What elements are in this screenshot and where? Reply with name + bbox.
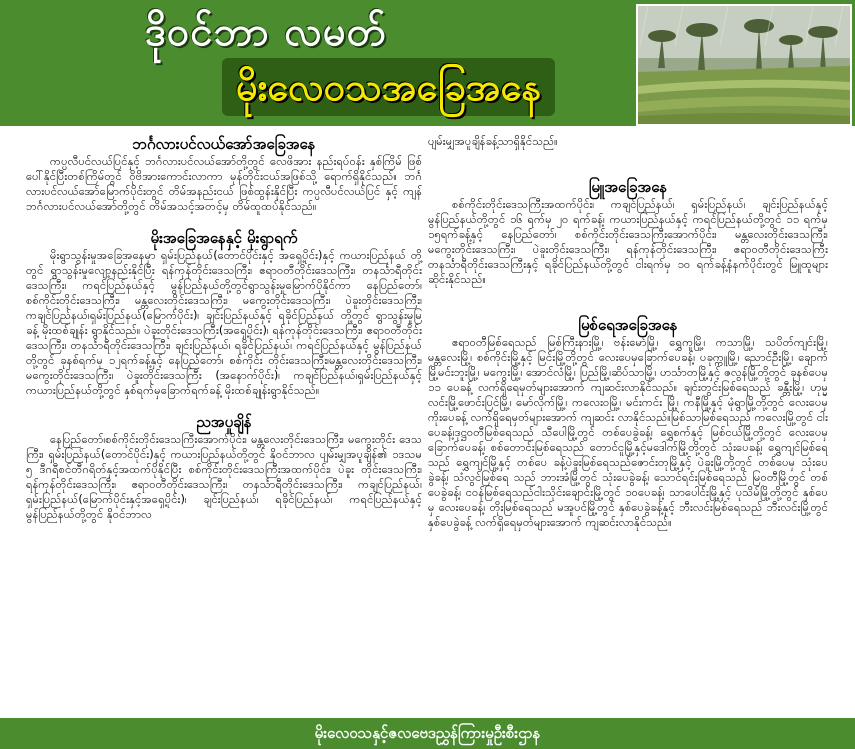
section-body-fog: စစ်ကိုင်းတိုင်းဒေသကြီးအထက်ပိုင်း၊ ကချင်ပြည်နယ်၊ ရှမ်းပြည်နယ်၊ ချင်းပြည်နယ်နှင့် မွန်ပြည်နယ်တို့တွင် ၁၆ ရက်မှ ၂၀ ရက်ခန့်၊ ကယားပြည်နယ်နှင့် ကရင်ပြည်နယ်တို့တွင် ၁၁ ရက်မှ ၁၅ရက်ခန့်နှင့် နေပြည်တော်၊ စစ်ကိုင်းတိုင်းဒေသကြီးအောက်ပိုင်း၊ မန္တလေးတိုင်းဒေသကြီး၊ မကွေးတိုင်းဒေသကြီး၊ ပဲခူးတိုင်းဒေသကြီး၊ ရန်ကုန်တိုင်းဒေသကြီး၊ ဧရာဝတီတိုင်းဒေသကြီး တနင်္သာရီတိုင်းဒေသကြီးနှင့် ရခိုင်ပြည်နယ်တို့တွင် ငါးရက်မှ ၁၀ ရက်ခန့်နံနက်ပိုင်းတွင် မြူထူများ ဆိုင်းနိုင်သည်။ bbox=[428, 197, 828, 286]
masthead-title-weather: မိုးလေဝသအခြေအနေ bbox=[236, 65, 541, 109]
section-heading-night-temperature: ညအပူချိန် bbox=[196, 413, 252, 431]
section-body-river-levels: ဧရာဝတီမြစ်ရေသည် မြစ်ကြီးနားမြို့၊ ဗန်းမော်မြို့၊ ရွှေကူမြို့၊ ကသာမြို့၊ သပိတ်ကျင်းမြို့၊ မန္တလေးမြို့၊ စစ်ကိုင်းမြို့နှင့် မြင်းမြို့တို့တွင် လေးပေမှခြောက်ပေခန့်၊ ပခုက္ကူမြို့၊ ညောင်ဦးမြို့၊ ချောက်မြို့မင်းဘူးမြို့၊ မကွေးမြို့၊ အောင်လံမြို့၊ ပြည်မြို့၊ဆိပ်သာမြို့၊ ဟင်္သာတမြို့နှင့် ဇလွန်မြို့တို့တွင် ခုနစ်ပေမှ ၁၁ ပေခန့် လက်ရှိရေမှတ်များအောက် ကျဆင်းလာနိုင်သည်။ ချင်းတွင်းမြစ်ရေသည် ခန္တီးမြို့၊ ဟုမ္မလင်းမြို့ဖောင်းပြင်မြို့၊ မော်လိုက်မြို့၊ ကလေးဝမြို့၊ မင်းကင်း မြို့၊ ကနီမြို့နှင့် မုံရွာမြို့တို့တွင် လေးပေမှ ကိုးပေခန့် လက်ရှိရေမှတ်များအောက် ကျဆင်း လာနိုင်သည်။မြစ်သာမြစ်ရေသည် ကလေးမြို့တွင် ငါးပေခန့်၊ဒုဋ္ဌဝတီမြစ်ရေသည် သီပေါမြို့တွင် တစ်ပေခွဲခန့်၊ ရွှေစက်နှင့် မြစ်ငယ်မြို့တို့တွင် လေးပေမှ ခြောက်ပေခန့်၊ စစ်တောင်းမြစ်ရေသည် တောင်ငူမြို့နှင့်မဒေါက်မြို့တို့တွင် သုံးပေခန့်၊ ရွှေကျင်မြစ်ရေသည် ရွှေကျင်မြို့နှင့် တစ်ပေ ခန့်ပဲခူးမြစ်ရေသည်ဇောင်းတုမြို့နှင့် ပဲခူးမြို့တို့တွင် တစ်ပေမှ သုံးပေခွဲခန့်၊ သံလွင်မြစ်ရေ သည် ဘားအံမြို့တွင် သုံးပေခွဲခန့်၊ သောင်ရင်းမြစ်ရေသည် မြဝတီမြို့တွင် တစ်ပေခွဲခန့်၊ ငဝန်မြစ်ရေသည်ငါးသိုင်းချောင်းမြို့တွင် ၁၀ပေခန့်၊ သာပေါင်းမြို့နှင့် ပုသိမ်မြို့တို့တွင် နှစ်ပေမှ လေးပေခန့်၊ တိုးမြစ်ရေသည် မအူပင်မြို့တွင် နှစ်ပေခွဲခန့်နှင့် ဘီးလင်းမြစ်ရေသည် ဘီးလင်းမြို့တွင်နှစ်ပေခွဲခန့် လက်ရှိရေမှတ်များအောက် ကျဆင်းလာနိုင်သည်။ bbox=[428, 335, 828, 529]
footer-department-name: မိုးလေဝသနှင့်ဇလဗေဒညွှန်ကြားမှုဦးစီးဌာန bbox=[314, 724, 541, 742]
section-heading-rainfall: မိုးအခြေအနေနှင့် မိုးရွာရက် bbox=[150, 229, 298, 247]
masthead bbox=[0, 0, 855, 126]
section-body-rainfall: မိုးရွာသွန်းမှုအခြေအနေမှာ ရှမ်းပြည်နယ်(တောင်ပိုင်းနှင့် အရှေ့ပိုင်း)နှင့် ကယားပြည်နယ် တို့တွင် ရွာသွန်းမှုလျော့နည်းနိုင်ပြီး ရန်ကုန်တိုင်းဒေသကြီး၊ ဧရာဝတီတိုင်းဒေသကြီး၊ တနင်္သာရီတိုင်းဒေသကြီး၊ ကရင်ပြည်နယ်နှင့် မွန်ပြည်နယ်တို့တွင်ရွာသွန်းမှုမြောက်ပိုနိုင်ကာ နေပြည်တော်၊ စစ်ကိုင်းတိုင်းဒေသကြီး၊ မန္တလေးတိုင်းဒေသကြီး၊ မကွေးတိုင်းဒေသကြီး၊ ပဲခူးတိုင်းဒေသကြီး၊ ကချင်ပြည်နယ်၊ရှမ်းပြည်နယ်(မြောက်ပိုင်း)၊ ချင်းပြည်နယ်နှင့် ရခိုင်ပြည်နယ် တို့တွင် ရွာသွန်းမှုမြခန့် မိုးထစ်ချုန်း ရွာနိုင်သည်။ ပဲခူးတိုင်းဒေသကြီး(အရှေ့ပိုင်း)၊ ရန်ကုန်တိုင်းဒေသကြီး၊ ဧရာဝတီတိုင်းဒေသကြီး၊ တနင်္သာရီတိုင်းဒေသကြီး၊ ချင်းပြည်နယ်၊ ရခိုင်ပြည်နယ်၊ ကရင်ပြည်နယ်နှင့် မွန်ပြည်နယ်တို့တွင် ခုနစ်ရက်မှ ၁၂ရက်ခန့်နှင့် နေပြည်တော်၊ စစ်ကိုင်း တိုင်းဒေသကြီး၊မန္တလေးတိုင်းဒေသကြီး၊ မကွေးတိုင်းဒေသကြီး၊ ပဲခူးတိုင်းဒေသကြီး (အနောက်ပိုင်း)၊ ကချင်ပြည်နယ်၊ရှမ်းပြည်နယ်နှင့် ကယားပြည်နယ်တို့တွင် နှစ်ရက်မှခြောက်ရက်ခန့် မိုးထစ်ချုန်းရွာနိုင်သည်။ bbox=[26, 248, 422, 397]
rice-field-rain-illustration bbox=[638, 6, 850, 124]
footer-bar bbox=[0, 718, 855, 749]
section-heading-fog: မြူအခြေအနေ bbox=[588, 178, 668, 196]
left-column bbox=[26, 134, 422, 528]
right-column bbox=[428, 134, 828, 536]
section-body-night-temperature: နေပြည်တော်၊စစ်ကိုင်းတိုင်းဒေသကြီးအောက်ပိုင်း၊ မန္တလေးတိုင်းဒေသကြီး၊ မကွေးတိုင်း ဒေသကြီး၊ ရှမ်းပြည်နယ်(တောင်ပိုင်း)နှင့် ကယားပြည်နယ်တို့တွင် နိုဝင်ဘာလ ပျမ်းမျှအပူချိန်၏ ၁ဒသမ ၅ ဒီဂရီစင်တီဂရိတ်နှင့်အထက်ပိုနိုင်ပြီး စစ်ကိုင်းတိုင်းဒေသကြီးအထက်ပိုင်း၊ ပဲခူး တိုင်းဒေသကြီး၊ ရန်ကုန်တိုင်းဒေသကြီး၊ ဧရာဝတီတိုင်းဒေသကြီး၊ တနင်္သာရီတိုင်းဒေသကြီး၊ ကချင်ပြည်နယ်၊ ရှမ်းပြည်နယ်(မြောက်ပိုင်းနှင့်အရှေ့ပိုင်း)၊ ချင်းပြည်နယ်၊ ရခိုင်ပြည်နယ်၊ ကရင်ပြည်နယ်နှင့် မွန်ပြည်နယ်တို့တွင် နိုဝင်ဘာလ bbox=[26, 432, 422, 521]
rice-field-rain-photo bbox=[636, 4, 852, 126]
masthead-title-box bbox=[222, 58, 555, 116]
section-body-bay-of-bengal: ကပ္ပလီပင်လယ်ပြင်နှင့် ဘင်္ဂလားပင်လယ်အော်တို့တွင် လေဖိအား နည်းရပ်ဝန်း နှစ်ကြိမ် ဖြစ်ပေါ်နိုင်ပြီးတစ်ကြိမ်တွင် ဝိုဗိအားကောင်းလာကာ မုန်တိုင်းငယ်အဖြစ်သို့ ရောက်ရှိနိုင်သည်။ ဘင်္ဂလားပင်လယ်အော်မြောက်ပိုင်းတွင် တိမ်အနည်းငယ် ဖြစ်ထွန်းနိုင်ပြီး ကပ္ပလီပင်လယ်ပြင် နှင့် ကျန်ဘင်္ဂလားပင်လယ်အော်တို့တွင် တိမ်အသင့်အတင့်မှ တိမ်ထူထပ်နိုင်သည်။ bbox=[26, 154, 422, 213]
section-heading-river-levels: မြစ်ရေအခြေအနေ bbox=[578, 316, 678, 334]
masthead-title-month: ဒိုဝင်ဘာ လမတ် bbox=[145, 8, 387, 55]
section-heading-bay-of-bengal: ဘင်္ဂလားပင်လယ်အော်အခြေအနေ bbox=[132, 135, 316, 153]
section-continuation-night-temperature: ပျမ်းမျှအပူချိန်ခန့်သာရှိနိုင်သည်။ bbox=[428, 134, 558, 148]
